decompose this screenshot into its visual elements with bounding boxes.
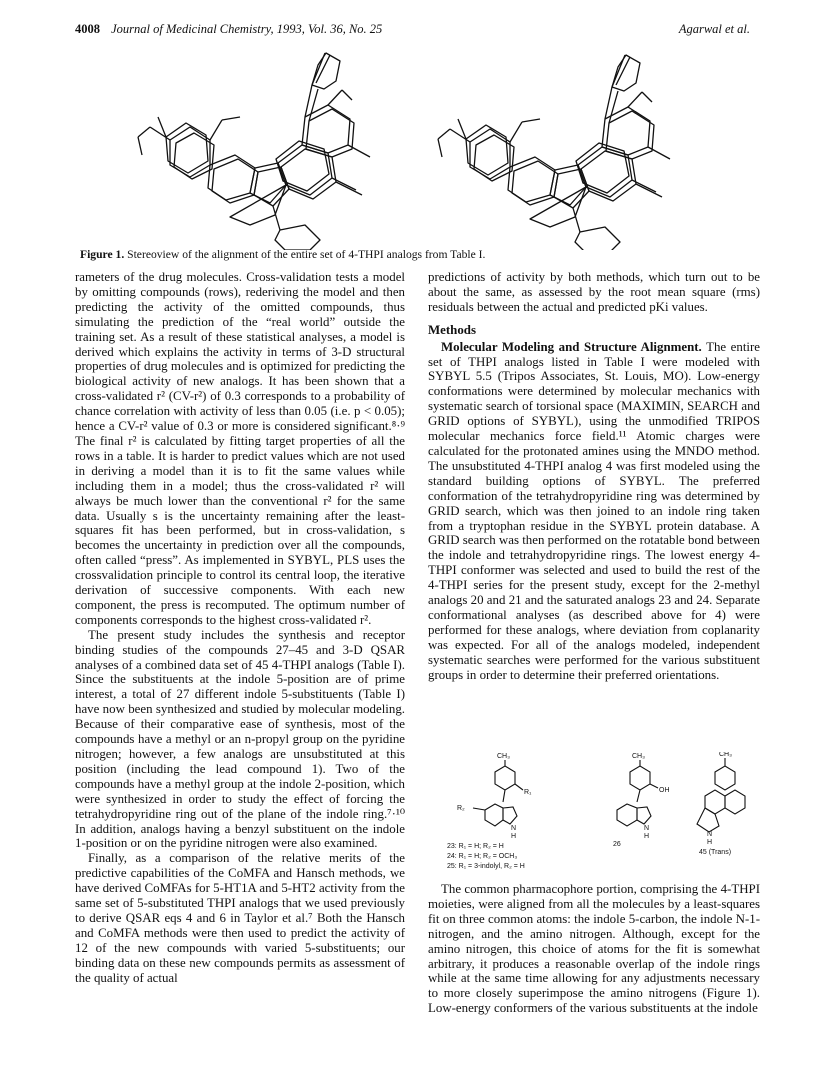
paragraph: Finally, as a comparison of the relative merits of the predictive capabilities of the CoMFA and Hansch methods, we have derived CoMFAs for 5-HT1A and 5-HT2 activity from the same set of 5-substituted THPI analogs that we used previously to derive QSAR eqs 4 and 6 in Taylor et al.⁷ Both the Hansch and CoMFA methods were then used to predict the activity of 12 of the new compounds with varied 5-substituents; our binding data on these new compounds permits as assessment of the quality of actual <box>75 851 405 985</box>
methyl-label: CH₃ <box>719 752 732 758</box>
right-column-bottom <box>428 882 760 1016</box>
chemical-structures <box>425 752 765 880</box>
structure-caption-line: 25: R₁ = 3-indolyl, R₂ = H <box>447 863 525 870</box>
paragraph-text: The entire set of THPI analogs listed in Table I were modeled with SYBYL 5.5 (Tripos Associates, St. Louis, MO). Low-energy conformations were determined by molecular mechanics with systematic search of torsional space (MAXIMIN, SEARCH and GRID options of SYBYL), using the unmodified TRIPOS molecular mechanics force field.¹¹ Atomic charges were calculated for the protonated amines using the MNDO method. The unsubstituted 4-THPI analog 4 was first modeled using the standard building options of SYBYL. The preferred conformation of the tetrahydropyridine ring was determined by GRID search, which was then joined to an indole ring taken from a tryptophan residue in the SYBYL protein database. A GRID search was then performed on the rotatable bond between the indole and tetrahydropyridine rings. The lowest energy 4-THPI conformer was selected and used to build the rest of the 4-THPI series for the present study, except for the 2-methyl analogs 20 and 21 and the saturated analogs 23 and 24. Separate conformational analyses (as described above for 4) were performed for these analogs, where deviation from coplanarity was expected. For all of the analogs modeled, independent systematic searches were performed for the various substituent groups in order to determine their preferred orientations. <box>428 339 760 682</box>
journal-citation: Journal of Medicinal Chemistry, 1993, Vol. 36, No. 25 <box>111 22 383 36</box>
run-in-heading: Molecular Modeling and Structure Alignment. <box>441 339 702 354</box>
stereo-right-molecule <box>438 55 670 250</box>
authors: Agarwal et al. <box>678 22 750 36</box>
running-header <box>75 22 750 40</box>
n-label: N <box>644 825 650 832</box>
r1-label: R₁ <box>524 789 532 796</box>
page-number: 4008 <box>75 22 100 36</box>
structure-caption-line: 24: R₁ = H; R₂ = OCH₃ <box>447 853 518 860</box>
paragraph: predictions of activity by both methods, which turn out to be about the same, as assessed by the root mean square (rms) residuals between the actual and predicted pKi values. <box>428 270 760 314</box>
methyl-label: CH₃ <box>497 753 510 760</box>
n-label: N <box>707 831 713 838</box>
figure-label: Figure 1. <box>80 248 125 261</box>
paragraph: The common pharmacophore portion, comprising the 4-THPI moieties, were aligned from all the molecules by a least-squares fit on three common atoms: the indole 5-carbon, the indole N-1-nitrogen, and the amino nitrogen. Although, except for the amino nitrogen, this choice of atoms for the fit is somewhat arbitrary, it produces a reasonable overlap of the indole rings while at the same time allowing for any adjustments necessary to more closely superimpose the amino nitrogens (Figure 1). Low-energy conformers of the various substituents at the indole <box>428 882 760 1016</box>
paragraph: The present study includes the synthesis and receptor binding studies of the compounds 27–45 and 3-D QSAR analyses of a combined data set of 45 4-THPI analogs (Table I). Since the substituents at the indole 5-position are of prime interest, a total of 27 different indole 5-substituents (Table I) have now been synthesized and studied by molecular modeling. Because of their comparative ease of synthesis, most of the compounds have a methyl or an n-propyl group on the pyridine nitrogen; however, a few analogs are unsubstituted at this position (including the lead compound 1). Two of the compounds have a methyl group at the indole 2-position, which were synthesized in order to study the effect of forcing the tetrahydropyridine ring out of the plane of the indole ring.⁷·¹⁰ In addition, analogs having a benzyl substituent on the indole 1-position or on the pyridine nitrogen were also examined. <box>75 627 405 851</box>
section-heading: Methods <box>428 322 476 337</box>
paragraph: rameters of the drug molecules. Cross-validation tests a model by omitting compounds (rows), rederiving the model and then predicting the activity of the omitted compounds, thus simulating the prediction of the “real world” outside the training set. As a result of these statistical analyses, a model is derived which explains the activity in terms of 3-D structural properties of drug molecules and is optimized for predicting the biological activity of new analogs. It has been shown that a cross-validated r² (CV-r²) of 0.3 corresponds to a probability of chance correlation with activity of less than 0.05 (i.e. p < 0.05); hence a CV-r² value of 0.3 or more is considered significant.⁸·⁹ The final r² is calculated by fitting target properties of all the rows in a table. It is harder to predict values which are not used in deriving a model than it is to fit the same values while including them in a model; thus the cross-validated r² will always be much lower than the conventional r² for the same data. Usually s is the uncertainty remaining after the least-squares fit has been performed, but in cross-validation, s becomes the uncertainty in prediction over all the compounds, often called “press”. As implemented in SYBYL, PLS uses the crossvalidation principle to control its central loop, the iterative derivation of successive components. With each new component, the press is recomputed. The optimum number of components corresponds to the highest cross-validated r². <box>75 270 405 627</box>
paragraph <box>428 340 760 683</box>
oh-label: OH <box>659 787 670 794</box>
figure-caption-text: Stereoview of the alignment of the entire set of 4-THPI analogs from Table I. <box>127 248 486 261</box>
left-column <box>75 270 405 986</box>
stereo-left-molecule <box>138 53 370 250</box>
figure-1-stereoview <box>80 45 760 250</box>
n-label: N <box>511 825 517 832</box>
nh-label: H <box>644 833 650 840</box>
structure-caption-line: 23: R₁ = H; R₂ = H <box>447 843 504 850</box>
structure-id: 26 <box>613 841 621 848</box>
nh-label: H <box>707 839 713 846</box>
structure-id: 45 (Trans) <box>699 849 732 856</box>
figure-1-caption <box>80 248 760 261</box>
methyl-label: CH₃ <box>632 753 645 760</box>
right-column-top <box>428 270 760 682</box>
nh-label: H <box>511 833 517 840</box>
r2-label: R₂ <box>457 805 465 812</box>
